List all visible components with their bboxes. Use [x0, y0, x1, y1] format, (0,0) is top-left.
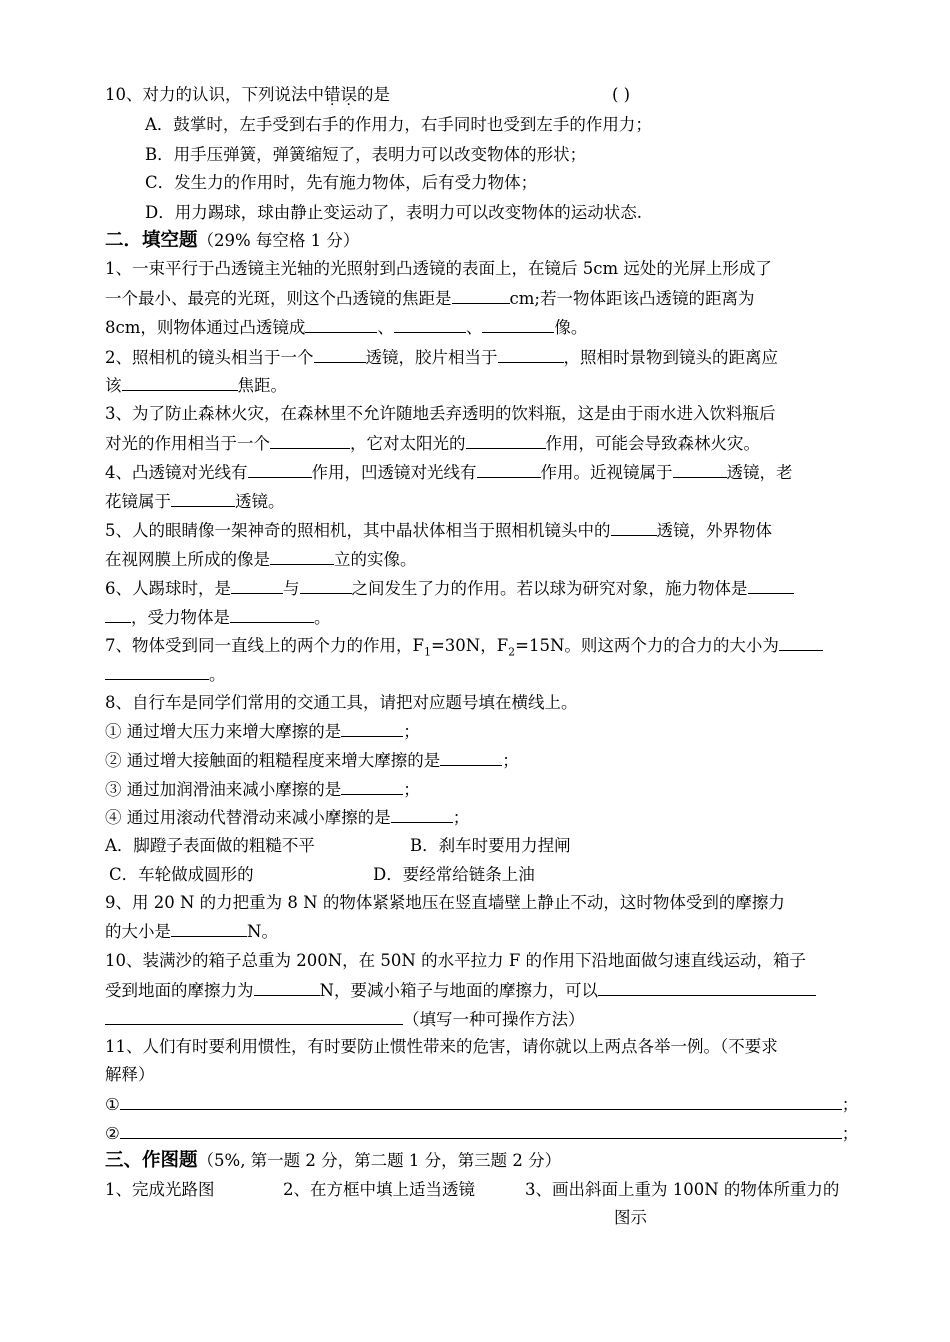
answer-blank[interactable]	[122, 374, 238, 391]
fill-q2-line2: 该 焦距。	[105, 376, 287, 395]
fill-q11-line1: 11、人们有时要利用惯性，有时要防止惯性带来的危害，请你就以上两点各举一例。（不要求	[105, 1037, 778, 1056]
fill-q11-line2: 解释）	[105, 1065, 155, 1084]
answer-blank[interactable]	[748, 577, 794, 594]
emphasis-char: 错	[324, 85, 341, 104]
answer-blank[interactable]	[270, 548, 334, 565]
answer-blank[interactable]	[105, 1008, 403, 1025]
answer-blank[interactable]	[248, 461, 312, 478]
fill-q10-line3: （填写一种可操作方法）	[105, 1008, 875, 1032]
answer-blank[interactable]	[466, 432, 546, 449]
fill-q8-item2: ② 通过增大接触面的粗糙程度来增大摩擦的是 ；	[105, 751, 519, 770]
answer-blank[interactable]	[105, 606, 131, 623]
answer-blank[interactable]	[231, 577, 283, 594]
fill-q8-options-cd: C．车轮做成圆形的 D．要经常给链条上油	[109, 865, 535, 884]
answer-blank[interactable]	[171, 920, 247, 937]
answer-blank[interactable]	[482, 316, 554, 333]
fill-q2-line1: 2、照相机的镜头相当于一个 透镜，胶片相当于 ，照相时景物到镜头的距离应	[105, 348, 778, 367]
answer-blank[interactable]	[452, 287, 510, 304]
fill-q4-line1: 4、凸透镜对光线有 作用，凹透镜对光线有 作用。近视镜属于 透镜，老	[105, 463, 793, 482]
fill-q10-line1: 10、装满沙的箱子总重为 200N，在 50N 的水平拉力 F 的作用下沿地面做匀速直线运动，箱子	[105, 951, 807, 970]
answer-blank[interactable]	[341, 720, 403, 737]
answer-blank[interactable]	[673, 461, 727, 478]
answer-blank[interactable]	[120, 1093, 842, 1110]
answer-blank[interactable]	[171, 490, 235, 507]
fill-q8-item4: ④ 通过用滚动代替滑动来减小摩擦的是 ；	[105, 808, 470, 827]
answer-blank[interactable]	[230, 606, 314, 623]
q10-option-d: D．用力踢球，球由静止变运动了，表明力可以改变物体的运动状态.	[145, 203, 642, 222]
fill-q4-line2: 花镜属于 透镜。	[105, 492, 285, 511]
answer-blank[interactable]	[391, 806, 453, 823]
draw-questions: 1、完成光路图 2、在方框中填上适当透镜 3、画出斜面上重为 100N 的物体所重力的	[105, 1180, 840, 1199]
answer-blank[interactable]	[341, 778, 403, 795]
section3-heading: 三、作图题（5%, 第一题 2 分，第二题 1 分，第三题 2 分）	[105, 1150, 562, 1171]
answer-blank[interactable]	[498, 346, 564, 363]
draw-q3-line2: 图示	[614, 1208, 647, 1227]
section2-heading: 二．填空题（29% 每空格 1 分）	[105, 230, 360, 251]
answer-blank[interactable]	[477, 461, 541, 478]
answer-blank[interactable]	[305, 316, 377, 333]
fill-q11-answer2: ② ；	[105, 1124, 859, 1143]
fill-q8-item3: ③ 通过加润滑油来减小摩擦的是 ；	[105, 780, 420, 799]
fill-q8-stem: 8、自行车是同学们常用的交通工具，请把对应题号填在横线上。	[105, 693, 578, 712]
answer-blank[interactable]	[270, 432, 350, 449]
fill-q1-line3: 8cm，则物体通过凸透镜成 、 、 像。	[105, 318, 588, 337]
answer-blank[interactable]	[105, 663, 209, 680]
fill-q1-line2: 一个最小、最亮的光斑，则这个凸透镜的焦距是 cm;若一物体距该凸透镜的距离为	[105, 289, 755, 308]
fill-q3-line1: 3、为了防止森林火灾，在森林里不允许随地丢弃透明的饮料瓶，这是由于雨水进入饮料瓶后	[105, 404, 776, 423]
answer-blank[interactable]	[611, 519, 657, 536]
fill-q9-line1: 9、用 20 N 的力把重为 8 N 的物体紧紧地压在竖直墙壁上静止不动，这时物体受到的摩擦力	[105, 893, 785, 912]
fill-q6-line1: 6、人踢球时，是 与 之间发生了力的作用。若以球为研究对象，施力物体是	[105, 577, 875, 601]
q10-option-b: B．用手压弹簧，弹簧缩短了，表明力可以改变物体的形状；	[145, 145, 587, 164]
q10-option-a: A．鼓掌时，左手受到右手的作用力，右手同时也受到左手的作用力；	[145, 115, 652, 134]
fill-q9-line2: 的大小是 N。	[105, 922, 278, 941]
q10-option-c: C．发生力的作用时，先有施力物体，后有受力物体；	[145, 173, 538, 192]
fill-q6-line2: ，受力物体是 。	[105, 606, 875, 630]
answer-blank[interactable]	[598, 979, 816, 996]
fill-q8-options-ab: A．脚蹬子表面做的粗糙不平 B．刹车时要用力捏闸	[105, 836, 571, 855]
fill-q10-line2: 受到地面的摩擦力为 N，要减小箱子与地面的摩擦力，可以	[105, 979, 875, 1003]
fill-q5-line1: 5、人的眼睛像一架神奇的照相机，其中晶状体相当于照相机镜头中的 透镜，外界物体	[105, 521, 772, 540]
fill-q8-item1: ① 通过增大压力来增大摩擦的是 ；	[105, 722, 420, 741]
fill-q7-line2: 。	[105, 663, 875, 687]
answer-blank[interactable]	[120, 1122, 842, 1139]
fill-q3-line2: 对光的作用相当于一个 ，它对太阳光的 作用，可能会导致森林火灾。	[105, 434, 760, 453]
fill-q7-line1: 7、物体受到同一直线上的两个力的作用，$F_1=30N$，$F_2=15N$。则这两个力的合力的大小为	[105, 634, 875, 658]
emphasis-char: 误	[340, 85, 357, 104]
answer-paren: ( )	[612, 85, 631, 104]
fill-q11-answer1: ① ；	[105, 1095, 859, 1114]
answer-blank[interactable]	[254, 979, 320, 996]
answer-blank[interactable]	[300, 577, 352, 594]
fill-q1-line1: 1、一束平行于凸透镜主光轴的光照射到凸透镜的表面上，在镜后 5cm 远处的光屏上形成了	[105, 259, 772, 278]
answer-blank[interactable]	[440, 749, 502, 766]
answer-blank[interactable]	[314, 346, 366, 363]
answer-blank[interactable]	[394, 316, 466, 333]
fill-q5-line2: 在视网膜上所成的像是 立的实像。	[105, 550, 417, 569]
answer-blank[interactable]	[779, 634, 823, 651]
q10-stem: 10、对力的认识，下列说法中错误的是 ( )	[105, 85, 631, 104]
